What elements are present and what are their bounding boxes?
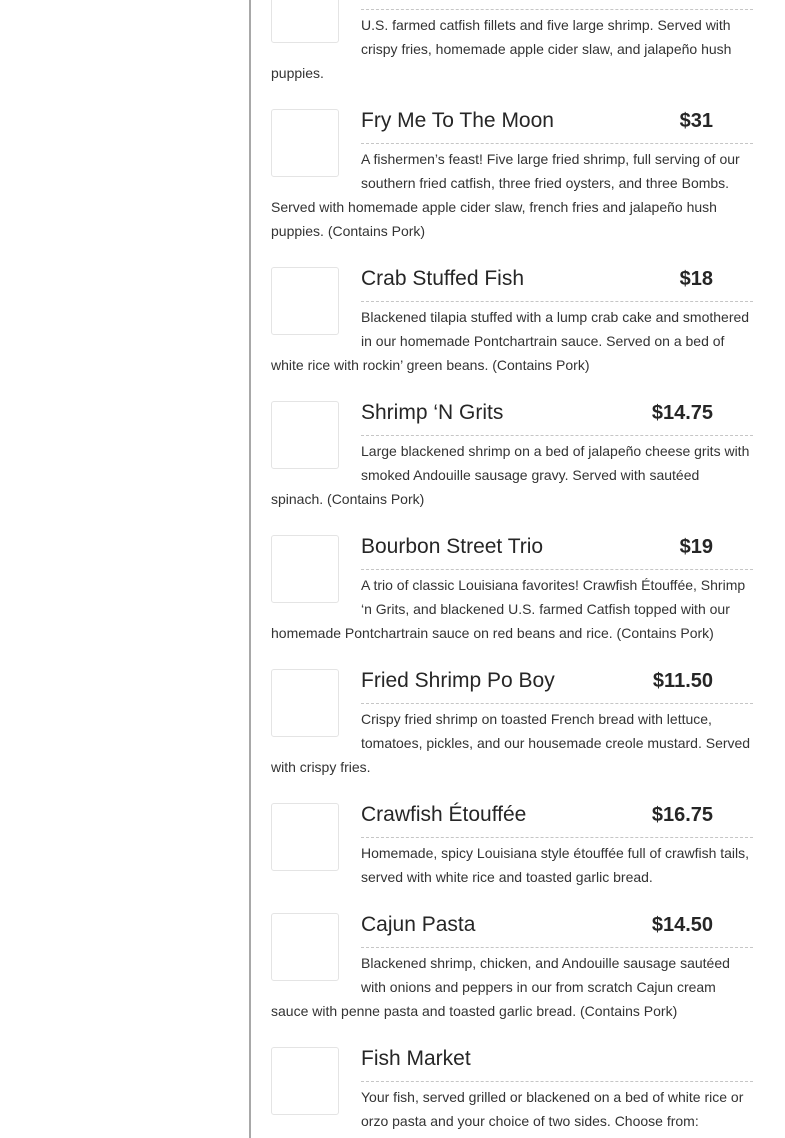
menu-item-description-text: Blackened shrimp, chicken, and Andouille sausage sautéed with onions and peppers in our from scratch Cajun cream sauce with penne pasta and toasted garlic bread. (Contains Pork) (271, 955, 730, 1019)
menu-item-description (271, 841, 753, 889)
menu-item-title: Crawfish Étouffée (361, 803, 527, 826)
menu-item-price: $14.50 (651, 914, 713, 936)
menu-item-title: Shrimp ‘N Grits (361, 401, 504, 424)
menu-item-description-text: A fishermen’s feast! Five large fried shrimp, full serving of our southern fried catfish, three fried oysters, and three Bombs. Served with homemade apple cider slaw, french fries and jalapeño hush puppies. (Contains Pork) (271, 151, 740, 239)
menu-item-description (271, 707, 753, 779)
menu-item-price: $16.75 (651, 804, 713, 826)
left-sidebar-panel (0, 0, 251, 1138)
menu-item-description (271, 573, 753, 645)
menu-item-title: Cajun Pasta (361, 913, 476, 936)
menu-item-title: Bourbon Street Trio (361, 535, 544, 558)
menu-item-header (361, 1047, 753, 1082)
menu-item-header (361, 0, 753, 10)
menu-item-description-text: U.S. farmed catfish fillets and five large shrimp. Served with crispy fries, homemade apple cider slaw, and jalapeño hush puppies. (271, 17, 732, 81)
menu-item-description (271, 1085, 753, 1133)
menu-item-title: Fried Shrimp Po Boy (361, 669, 555, 692)
menu-item-title: Crab Stuffed Fish (361, 267, 525, 290)
menu-item-header (361, 803, 753, 838)
menu-item-description-text: Homemade, spicy Louisiana style étouffée full of crawfish tails, served with white rice and toasted garlic bread. (361, 845, 750, 885)
menu-item-header (361, 669, 753, 704)
menu-item-header (361, 267, 753, 302)
menu-item-description-text: Crispy fried shrimp on toasted French bread with lettuce, tomatoes, pickles, and our housemade creole mustard. Served with crispy fries. (271, 711, 751, 775)
menu-item-description-text: Large blackened shrimp on a bed of jalapeño cheese grits with smoked Andouille sausage gravy. Served with sautéed spinach. (Contains Pork) (271, 443, 750, 507)
menu-item-description (271, 439, 753, 511)
menu-item-description (271, 147, 753, 243)
menu-item-title: Fish Market (361, 1047, 471, 1070)
menu-item-description-text: A trio of classic Louisiana favorites! Crawfish Étouffée, Shrimp ‘n Grits, and blackened U.S. farmed Catfish topped with our homemade Pontchartrain sauce on red beans and rice. (Contains Pork) (271, 577, 746, 641)
menu-item-price: $14.75 (651, 402, 713, 424)
menu-item-description (271, 305, 753, 377)
menu-item-price: $31 (679, 110, 713, 132)
menu-item-header (361, 401, 753, 436)
menu-item-header (361, 913, 753, 948)
menu-item-description-text: Your fish, served grilled or blackened on a bed of white rice or orzo pasta and your choice of two sides. Choose from: (361, 1089, 744, 1129)
menu-item-price: $19 (679, 536, 713, 558)
menu-item-description (271, 951, 753, 1023)
menu-item-title: Fry Me To The Moon (361, 109, 554, 132)
menu-item-header (361, 109, 753, 144)
menu-item-description-text: Blackened tilapia stuffed with a lump crab cake and smothered in our homemade Pontchartrain sauce. Served on a bed of white rice with rockin’ green beans. (Contains Pork) (271, 309, 750, 373)
menu-item-header (361, 535, 753, 570)
menu-item-price: $11.50 (652, 670, 713, 692)
menu-item-price: $18 (679, 268, 713, 290)
menu-item-description (271, 13, 753, 85)
